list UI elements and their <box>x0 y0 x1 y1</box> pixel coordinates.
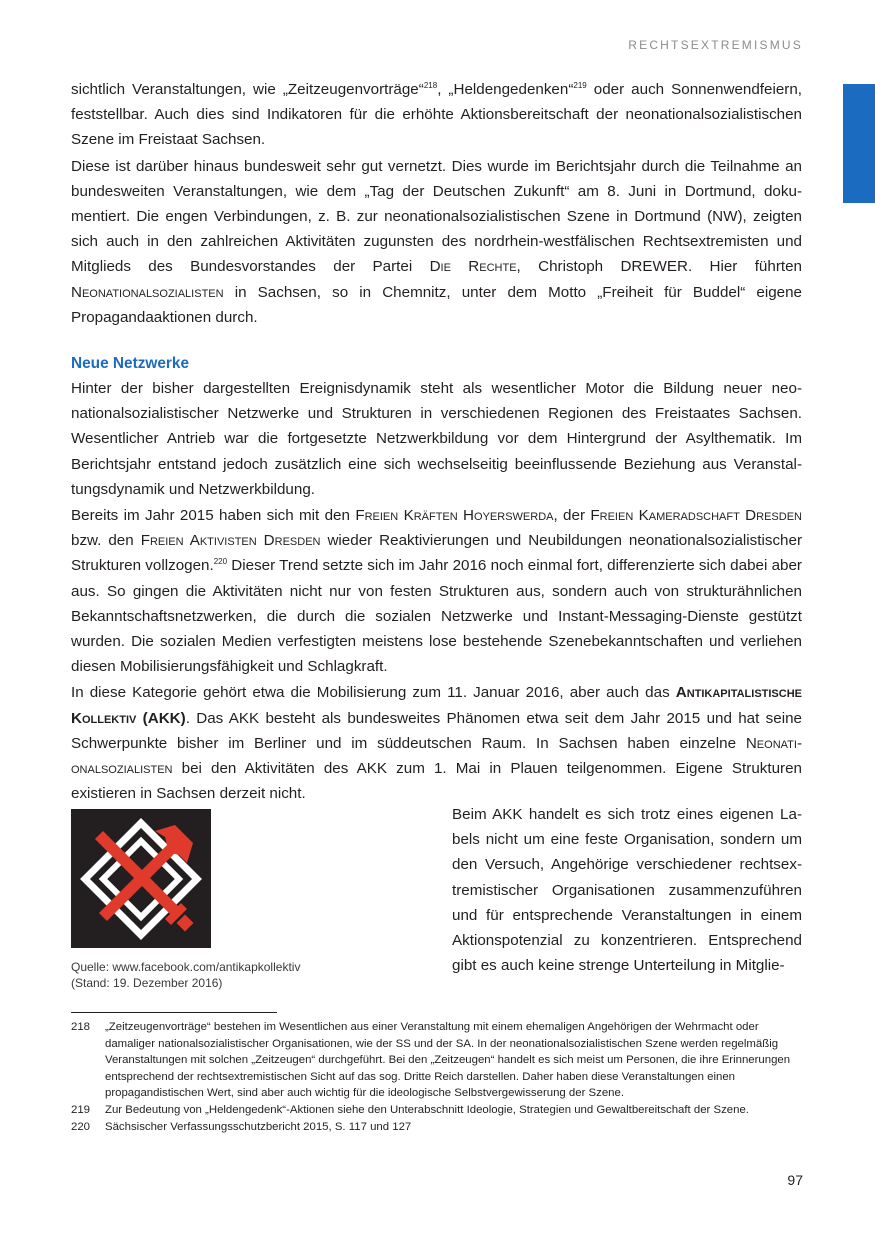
paragraph-2 <box>71 154 802 330</box>
footnote-220 <box>71 1119 802 1136</box>
text-run: Diese ist darüber hinaus bundesweit sehr gut vernetzt. Dies wurde im Berichtsjahr durch die Teilnahme an bundesweiten Veranstaltungen, wie dem „Tag der Deutschen Zukunft“ am 8. Juni in Dortmund, dokumentiert. Die engen Verbindungen, z. B. zur neonationalsozialistischen Szene in Dortmund (NW), zeigten sich auch in den zahlreichen Aktivitäten zugunsten des nordrhein-westfälischen Rechtsextremisten und Mitglieds des Bundesvorstandes der Partei <box>71 157 802 276</box>
akk-logo-graphic <box>71 809 211 948</box>
group-name-bold: Antikapitalistische Kollektiv (AKK) <box>71 684 802 727</box>
footnote-divider <box>71 1012 277 1013</box>
group-name: Freien Kameradschaft Dresden <box>590 507 802 525</box>
footnote-text: Zur Bedeutung von „Heldengedenk“-Aktionen siehe den Unterabschnitt Ideologie, Strategien und Gewaltbereitschaft der Szene. <box>105 1103 749 1116</box>
chapter-tab-marker <box>843 84 875 203</box>
footnote-text: „Zeitzeugenvorträge“ bestehen im Wesentlichen aus einer Veranstaltung mit einem ehemaligen Angehörigen der Wehrmacht oder damaliger nationalsozialistischer Organisationen, wie der SS und der SA. In der neonationalsozialistischen Szene werden regelmäßig Veranstaltungen mit solchen „Zeitzeugen“ durchgeführt. Bei den „Zeitzeugen“ handelt es sich meist um Personen, die ihre Erinnerungen entsprechend der rechtsextremistischen Sicht auf das sog. Dritte Reich darstellen. Daher haben diese Veranstaltungen einen propagandistischen Wert, sind aber auch wichtig für die ideologische Selbstvergewisserung der Szene. <box>105 1021 791 1100</box>
footnotes <box>71 1019 802 1135</box>
text-run: wieder Reaktivierungen und Neubildungen neonationalsozialistischer Strukturen vollzogen. <box>71 532 802 575</box>
caption-date: (Stand: 19. Dezember 2016) <box>71 976 223 990</box>
text-run: In diese Kategorie gehört etwa die Mobilisierung zum 11. Januar 2016, aber auch das <box>71 684 676 702</box>
group-name: Freien Aktivisten Dresden <box>140 532 321 550</box>
text-run: , „Heldengedenken“ <box>437 81 574 98</box>
text-run: bzw. den <box>71 532 141 550</box>
text-run: Bereits im Jahr 2015 haben sich mit den <box>71 507 356 525</box>
text-run: sichtlich Veranstaltungen, wie „Zeitzeugenvorträge“ <box>71 81 424 98</box>
text-run: Hinter der bisher dargestellten Ereignisdynamik steht als wesentlicher Motor die Bildung neuer neonationalsozialistischer Netzwerke und Strukturen in verschiedenen Regionen des Freistaates Sachsen. Wesentlicher Antrieb war die fortgesetzte Netzwerkbildung vor dem Hintergrund der Asylthematik. Im Berichtsjahr entstand jedoch zusätzlich eine sich wechselseitig beeinflussende Beziehung aus Veranstaltungsdynamik und Netzwerkbildung. <box>71 380 802 498</box>
footnote-ref-219[interactable]: 219 <box>573 80 587 90</box>
term-small-caps: Neonationalsozialisten <box>71 283 224 301</box>
side-column-text: Beim AKK handelt es sich trotz eines eigenen Labels nicht um eine feste Organisation, sondern um den Versuch, Angehörige verschiedener rechtsextremistischer Organisationen zusammenzuführen und für entsprechende Veranstaltungen in einem Aktionspotenzial zu konzentrieren. Entsprechend gibt es auch keine strenge Unterteilung in Mitglie- <box>452 806 802 975</box>
paragraph-4 <box>71 503 802 679</box>
text-run: , Christoph DREWER. Hier führten <box>516 258 802 276</box>
text-run: bei den Aktivitäten des AKK zum 1. Mai in Plauen teilgenommen. Eigene Strukturen existieren in Sachsen derzeit nicht. <box>71 760 802 803</box>
page-number: 97 <box>787 1172 803 1188</box>
text-run: in Sachsen, so in Chemnitz, unter dem Motto „Freiheit für Buddel“ eigene Propagandaaktionen durch. <box>71 283 802 326</box>
section-heading: Neue Netzwerke <box>71 355 190 373</box>
footnote-number: 219 <box>71 1103 91 1116</box>
footnote-ref-218[interactable]: 218 <box>423 80 438 90</box>
text-run: oder auch Sonnenwendfeiern, feststellbar. Auch dies sind Indikatoren für die erhöhte Aktionsbereitschaft der neonationalsozialistischen Szene im Freistaat Sachsen. <box>71 81 803 149</box>
akk-logo-image <box>71 809 211 948</box>
footnote-number: 218 <box>71 1021 91 1033</box>
footnote-218 <box>71 1019 802 1102</box>
paragraph-1 <box>71 77 802 153</box>
running-header: RECHTSEXTREMISMUS <box>628 38 803 52</box>
figure-caption <box>71 959 371 991</box>
text-run: , der <box>553 507 591 525</box>
party-name: Die Rechte <box>429 258 517 276</box>
caption-source: Quelle: www.facebook.com/antikapkollektiv <box>71 960 301 974</box>
term-small-caps: Neonationalsozialisten <box>71 734 802 778</box>
footnote-text: Sächsischer Verfassungsschutzbericht 2015, S. 117 und 127 <box>105 1120 412 1133</box>
main-body-text <box>71 77 802 806</box>
footnote-ref-220[interactable]: 220 <box>213 557 228 567</box>
text-run: Dieser Trend setzte sich im Jahr 2016 noch einmal fort, differenzierte sich dabei aber aus. So gingen die Aktivitäten nicht nur von festen Strukturen aus, sondern auch von strukturähnlichen Bekanntschaftsnetzwerken, die durch die sozialen Netzwerke und Instant-Messaging-Dienste gestützt wurden. Die sozialen Medien verfestigten meistens lose bestehende Szenebekanntschaften und verliehen diesen Mobilisierungsfähigkeit und Schlagkraft. <box>71 557 802 676</box>
text-run: . Das AKK besteht als bundesweites Phänomen etwa seit dem Jahr 2015 und hat seine Schwerpunkte bisher im Berliner und im süddeutschen Raum. In Sachsen haben einzelne <box>71 709 802 752</box>
footnote-219 <box>71 1102 802 1119</box>
footnote-number: 220 <box>71 1120 91 1133</box>
group-name: Freien Kräften Hoyerswerda <box>355 507 554 525</box>
paragraph-5 <box>71 680 802 806</box>
paragraph-3 <box>71 376 802 502</box>
